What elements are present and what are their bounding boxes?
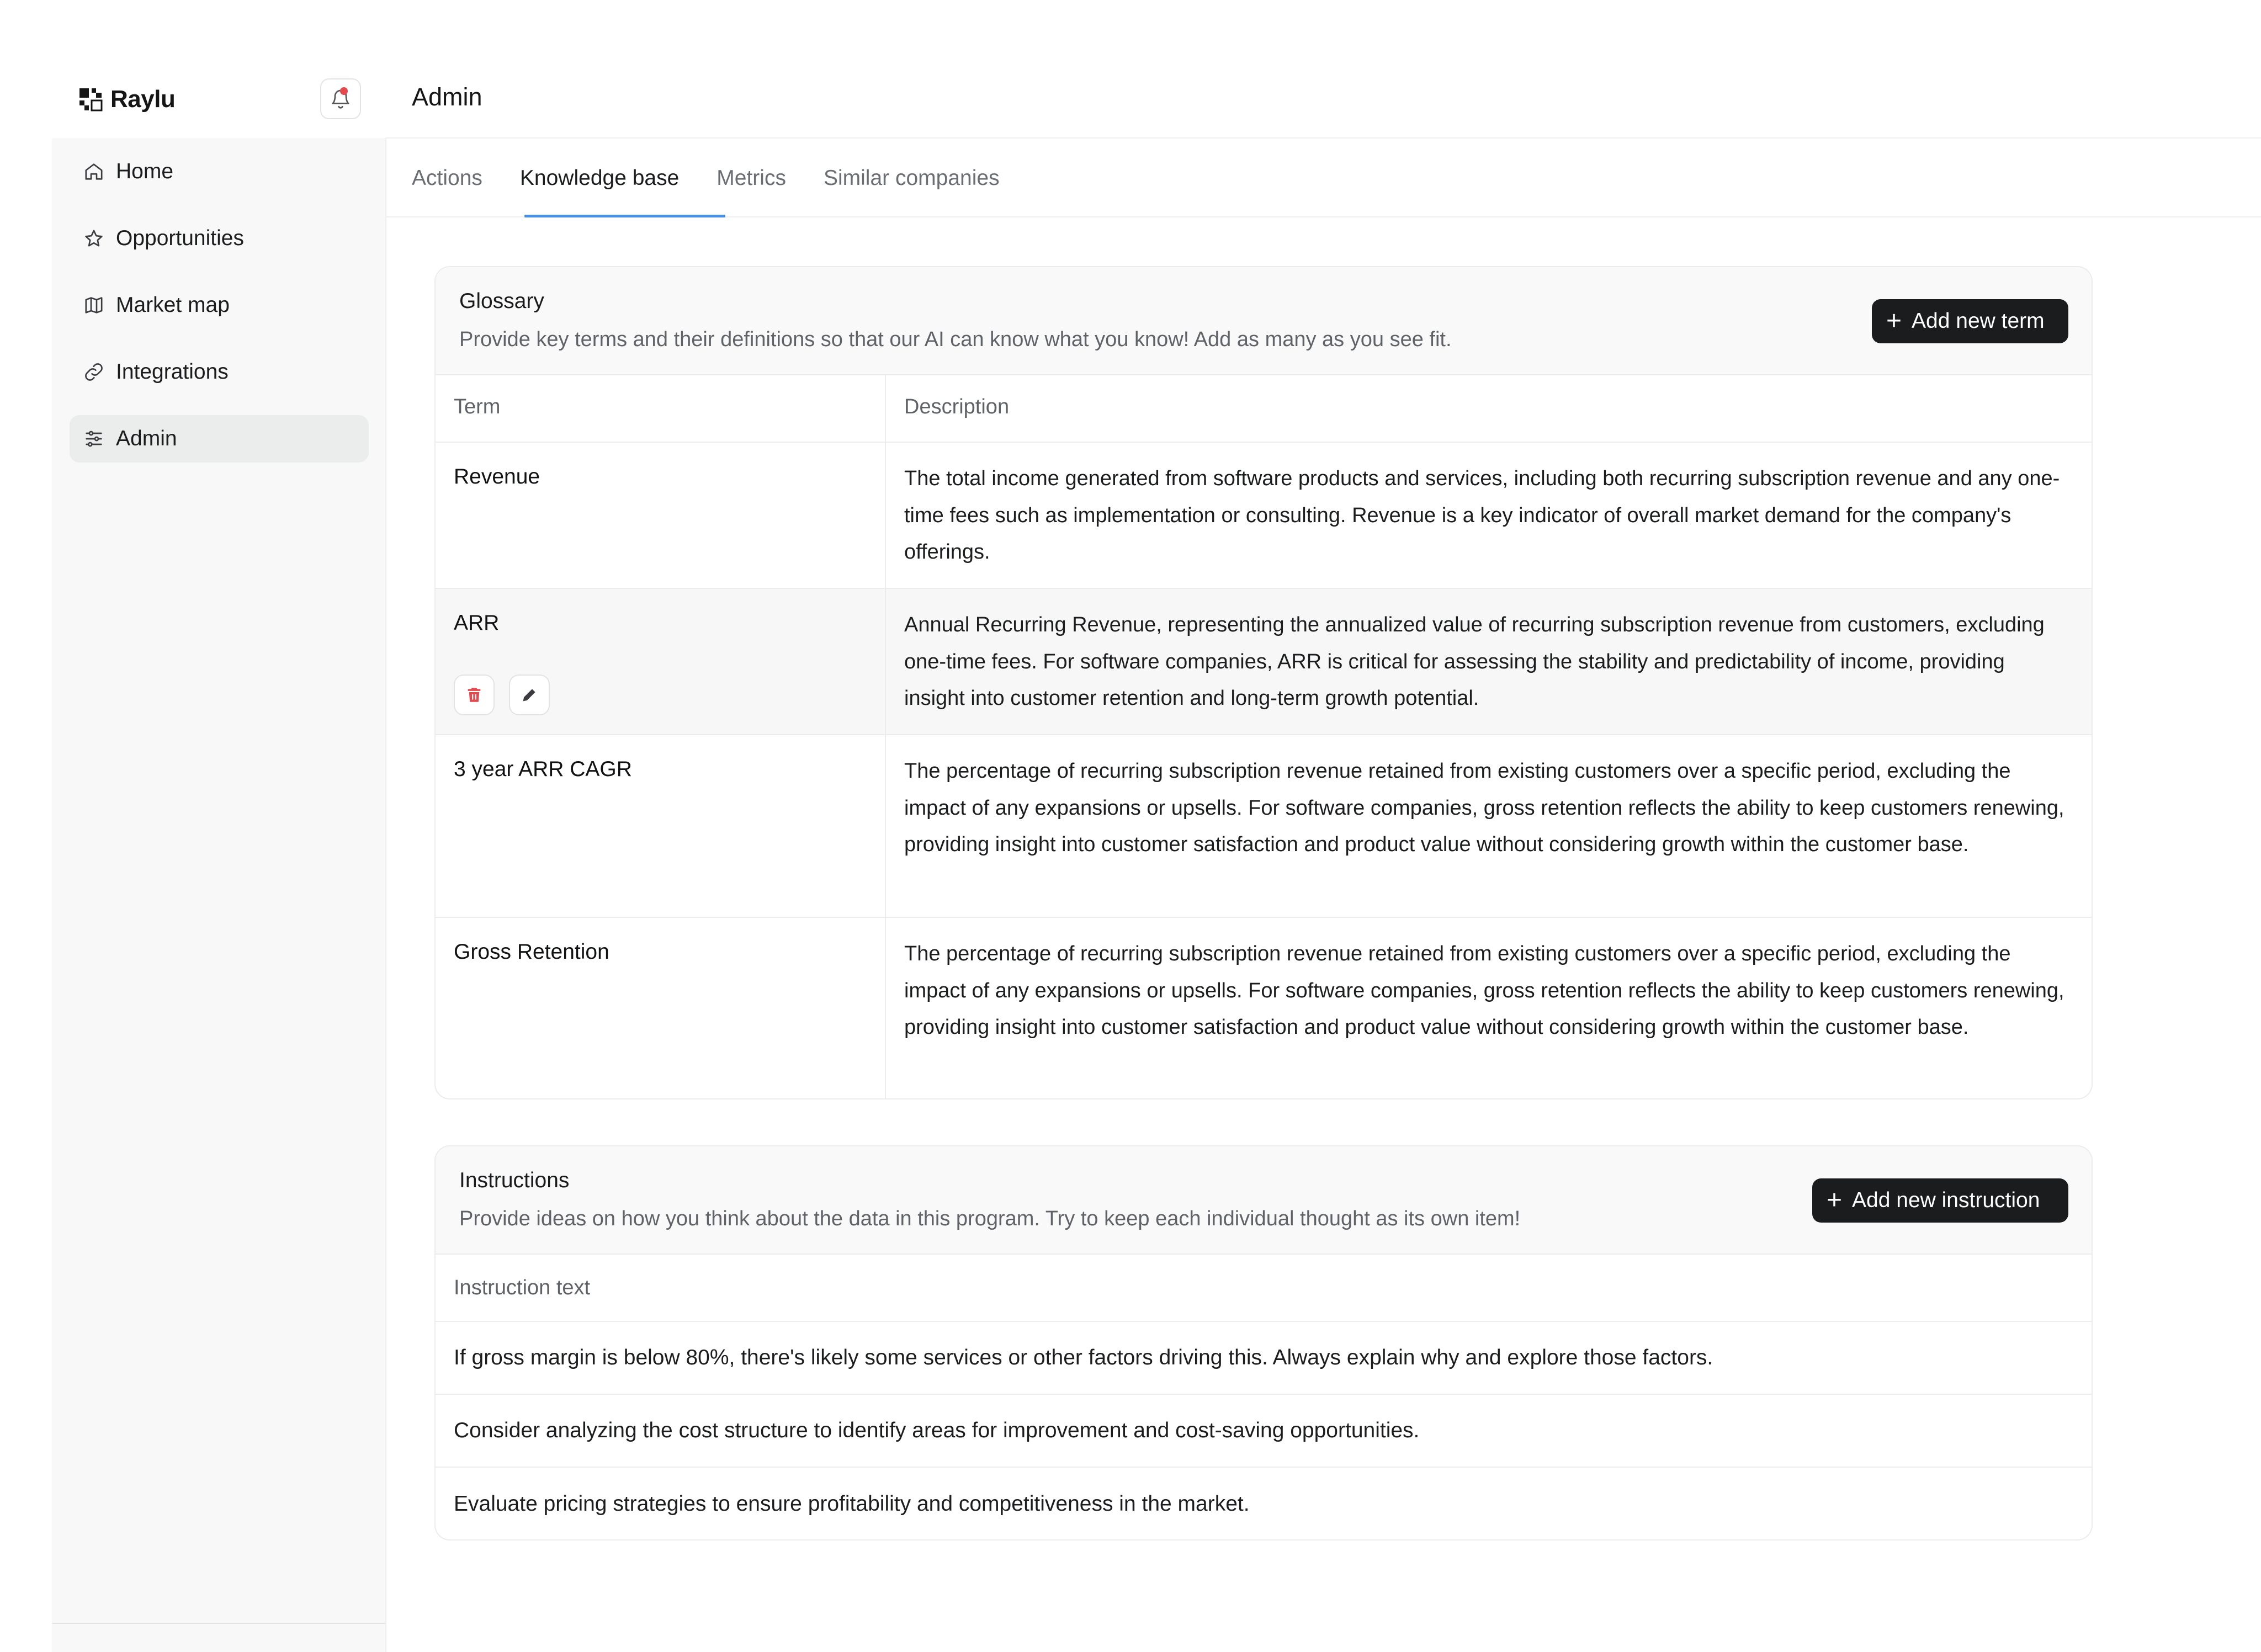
add-new-term-button[interactable] <box>1872 299 2068 343</box>
instructions-description: Provide ideas on how you think about the data in this program. Try to keep each individual thought as its own item! <box>459 1207 1521 1230</box>
sidebar-item-opportunities[interactable] <box>70 215 369 262</box>
table-row[interactable] <box>436 735 2092 918</box>
tab-similar-companies[interactable]: Similar companies <box>823 166 1000 190</box>
glossary-card <box>434 266 2093 1099</box>
description-cell: The total income generated from software products and services, including both recurring subscription revenue and any one-time fees such as implementation or consulting. Revenue is a key indicator of overall market demand for the company's offerings. <box>904 467 2060 564</box>
star-icon <box>82 226 106 251</box>
tab-bar <box>412 160 1037 217</box>
active-tab-indicator <box>524 215 725 217</box>
description-cell: The percentage of recurring subscription revenue retained from existing customers over a specific period, excluding the impact of any expansions or upsells. For software companies, gross retention reflects the ability to keep customers renewing, providing insight into customer satisfaction and product value without considering growth within the customer base. <box>904 759 2064 856</box>
sidebar-item-label: Integrations <box>116 360 229 384</box>
plus-icon: + <box>1827 1186 1843 1215</box>
sidebar-item-label: Opportunities <box>116 226 244 250</box>
instructions-header <box>436 1146 2092 1255</box>
raylu-logo-icon <box>78 87 103 111</box>
edit-button[interactable] <box>509 674 550 715</box>
list-item[interactable]: If gross margin is below 80%, there's likely some services or other factors driving this. Always explain why and explore those factors. <box>436 1322 2092 1395</box>
description-cell: The percentage of recurring subscription revenue retained from existing customers over a specific period, excluding the impact of any expansions or upsells. For software companies, gross retention reflects the ability to keep customers renewing, providing insight into customer satisfaction and product value without considering growth within the customer base. <box>904 942 2064 1039</box>
sliders-icon <box>82 427 106 451</box>
instructions-title: Instructions <box>459 1168 570 1192</box>
instructions-list <box>436 1255 2092 1541</box>
add-new-instruction-button[interactable] <box>1812 1178 2068 1223</box>
trash-icon <box>465 686 484 704</box>
notification-dot <box>340 87 348 95</box>
table-header-row <box>436 375 2092 443</box>
sidebar-divider <box>52 1623 385 1624</box>
term-cell: Revenue <box>454 465 540 488</box>
row-actions <box>454 674 564 715</box>
sidebar-item-label: Market map <box>116 293 230 317</box>
sidebar-nav <box>70 148 369 482</box>
table-row[interactable] <box>436 918 2092 1099</box>
pencil-icon <box>520 686 539 704</box>
sidebar-item-label: Home <box>116 160 174 183</box>
list-item[interactable]: Evaluate pricing strategies to ensure profitability and competitiveness in the market. <box>454 1492 1250 1516</box>
page-title: Admin <box>412 83 482 111</box>
sidebar-item-market-map[interactable] <box>70 281 369 329</box>
brand-name: Raylu <box>110 86 176 113</box>
add-new-instruction-label: Add new instruction <box>1852 1188 2040 1212</box>
table-row[interactable] <box>436 443 2092 589</box>
brand[interactable] <box>78 86 175 113</box>
table-row[interactable] <box>436 589 2092 735</box>
glossary-header <box>436 267 2092 375</box>
home-icon <box>82 160 106 184</box>
term-cell: Gross Retention <box>454 940 609 964</box>
tab-metrics[interactable]: Metrics <box>716 166 786 190</box>
tab-knowledge-base[interactable]: Knowledge base <box>519 166 680 190</box>
column-header-description: Description <box>904 395 1010 418</box>
sidebar-item-home[interactable] <box>70 148 369 195</box>
notifications-button[interactable] <box>320 78 361 119</box>
map-icon <box>82 293 106 317</box>
glossary-table <box>436 375 2092 1099</box>
sidebar-item-label: Admin <box>116 427 177 450</box>
instructions-card <box>434 1145 2093 1541</box>
term-cell: ARR <box>454 611 500 635</box>
sidebar-item-admin[interactable] <box>70 415 369 463</box>
list-item[interactable]: Consider analyzing the cost structure to identify areas for improvement and cost-saving opportunities. <box>436 1395 2092 1468</box>
glossary-title: Glossary <box>459 289 544 313</box>
term-cell: 3 year ARR CAGR <box>454 757 632 781</box>
sidebar-item-integrations[interactable] <box>70 348 369 396</box>
link-icon <box>82 360 106 384</box>
tab-actions[interactable]: Actions <box>412 166 482 190</box>
add-new-term-label: Add new term <box>1912 309 2045 333</box>
column-header-term: Term <box>436 375 886 442</box>
description-cell: Annual Recurring Revenue, representing the annualized value of recurring subscription revenue from customers, excluding one-time fees. For software companies, ARR is critical for assessing the stability and predictability of income, providing insight into customer retention and long-term growth potential. <box>904 613 2045 710</box>
delete-button[interactable] <box>454 674 495 715</box>
plus-icon: + <box>1886 306 1902 336</box>
glossary-description: Provide key terms and their definitions so that our AI can know what you know! Add as many as you see fit. <box>459 328 1452 351</box>
column-header-instruction-text: Instruction text <box>436 1255 2092 1322</box>
header-divider <box>385 137 2261 139</box>
